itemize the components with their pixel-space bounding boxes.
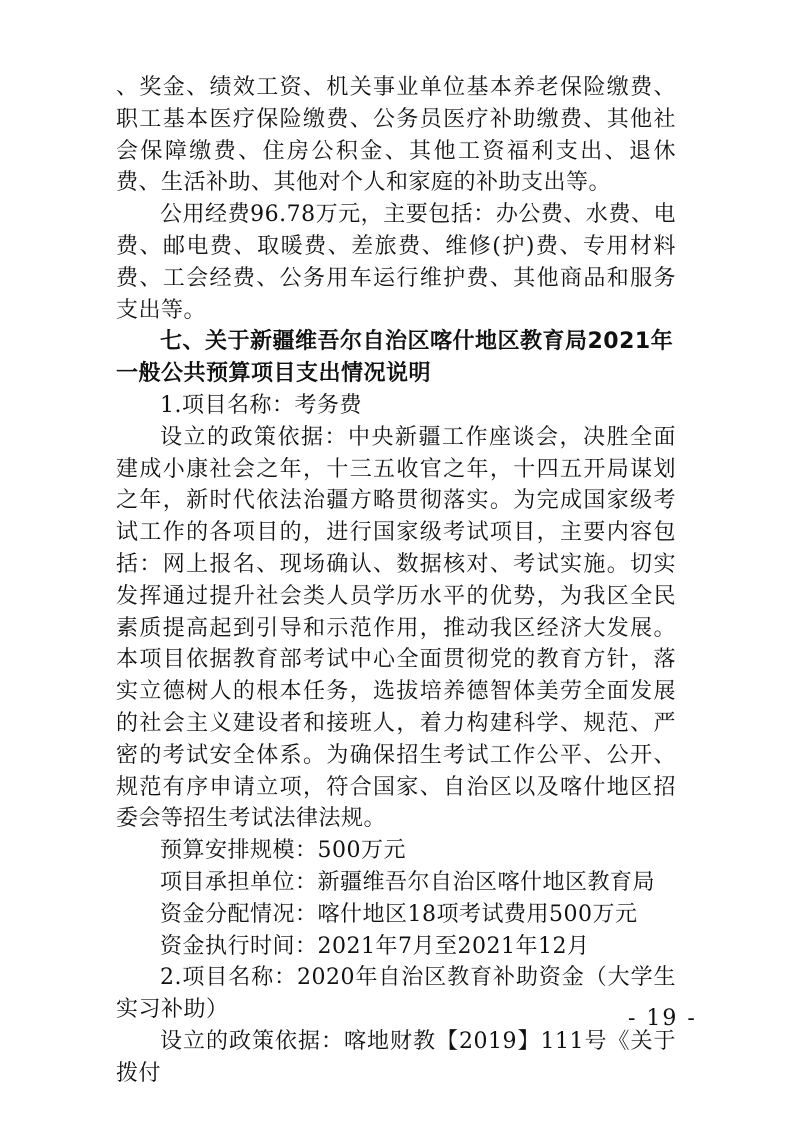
item2-name: 2.项目名称：2020年自治区教育补助资金（大学生实习补助） <box>116 965 676 1023</box>
item2-policy-basis: 设立的政策依据：喀地财教【2019】111号《关于拨付 <box>116 1028 676 1086</box>
section-heading: 七、关于新疆维吾尔自治区喀什地区教育局2021年一般公共预算项目支出情况说明 <box>116 329 674 387</box>
item1-budget: 预算安排规模：500万元 <box>160 838 406 864</box>
document-body <box>116 72 676 1090</box>
page-number: - 19 - <box>628 1006 697 1031</box>
item1-unit: 项目承担单位：新疆维吾尔自治区喀什地区教育局 <box>160 869 656 895</box>
item1-allocation: 资金分配情况：喀什地区18项考试费用500万元 <box>160 901 638 927</box>
item1-execution-time: 资金执行时间：2021年7月至2021年12月 <box>160 933 590 959</box>
paragraph-public-expenses: 公用经费96.78万元，主要包括：办公费、水费、电费、邮电费、取暖费、差旅费、维修(护)费、专用材料费、工会经费、公务用车运行维护费、其他商品和服务支出等。 <box>116 202 676 323</box>
item1-policy-basis: 设立的政策依据：中央新疆工作座谈会，决胜全面建成小康社会之年，十三五收官之年，十四五开局谋划之年，新时代依法治疆方略贯彻落实。为完成国家级考试工作的各项目的，进行国家级考试项目，主要内容包括：网上报名、现场确认、数据核对、考试实施。切实发挥通过提升社会类人员学历水平的优势，为我区全民素质提高起到引导和示范作用，推动我区经济大发展。本项目依据教育部考试中心全面贯彻党的教育方针，落实立德树人的根本任务，选拔培养德智体美劳全面发展的社会主义建设者和接班人，着力构建科学、规范、严密的考试安全体系。为确保招生考试工作公平、公开、规范有序申请立项，符合国家、自治区以及喀什地区招委会等招生考试法律法规。 <box>116 424 676 832</box>
item1-name: 1.项目名称：考务费 <box>160 392 362 418</box>
paragraph-personnel-expenses: 、奖金、绩效工资、机关事业单位基本养老保险缴费、职工基本医疗保险缴费、公务员医疗补助缴费、其他社会保障缴费、住房公积金、其他工资福利支出、退休费、生活补助、其他对个人和家庭的补助支出等。 <box>116 75 676 196</box>
